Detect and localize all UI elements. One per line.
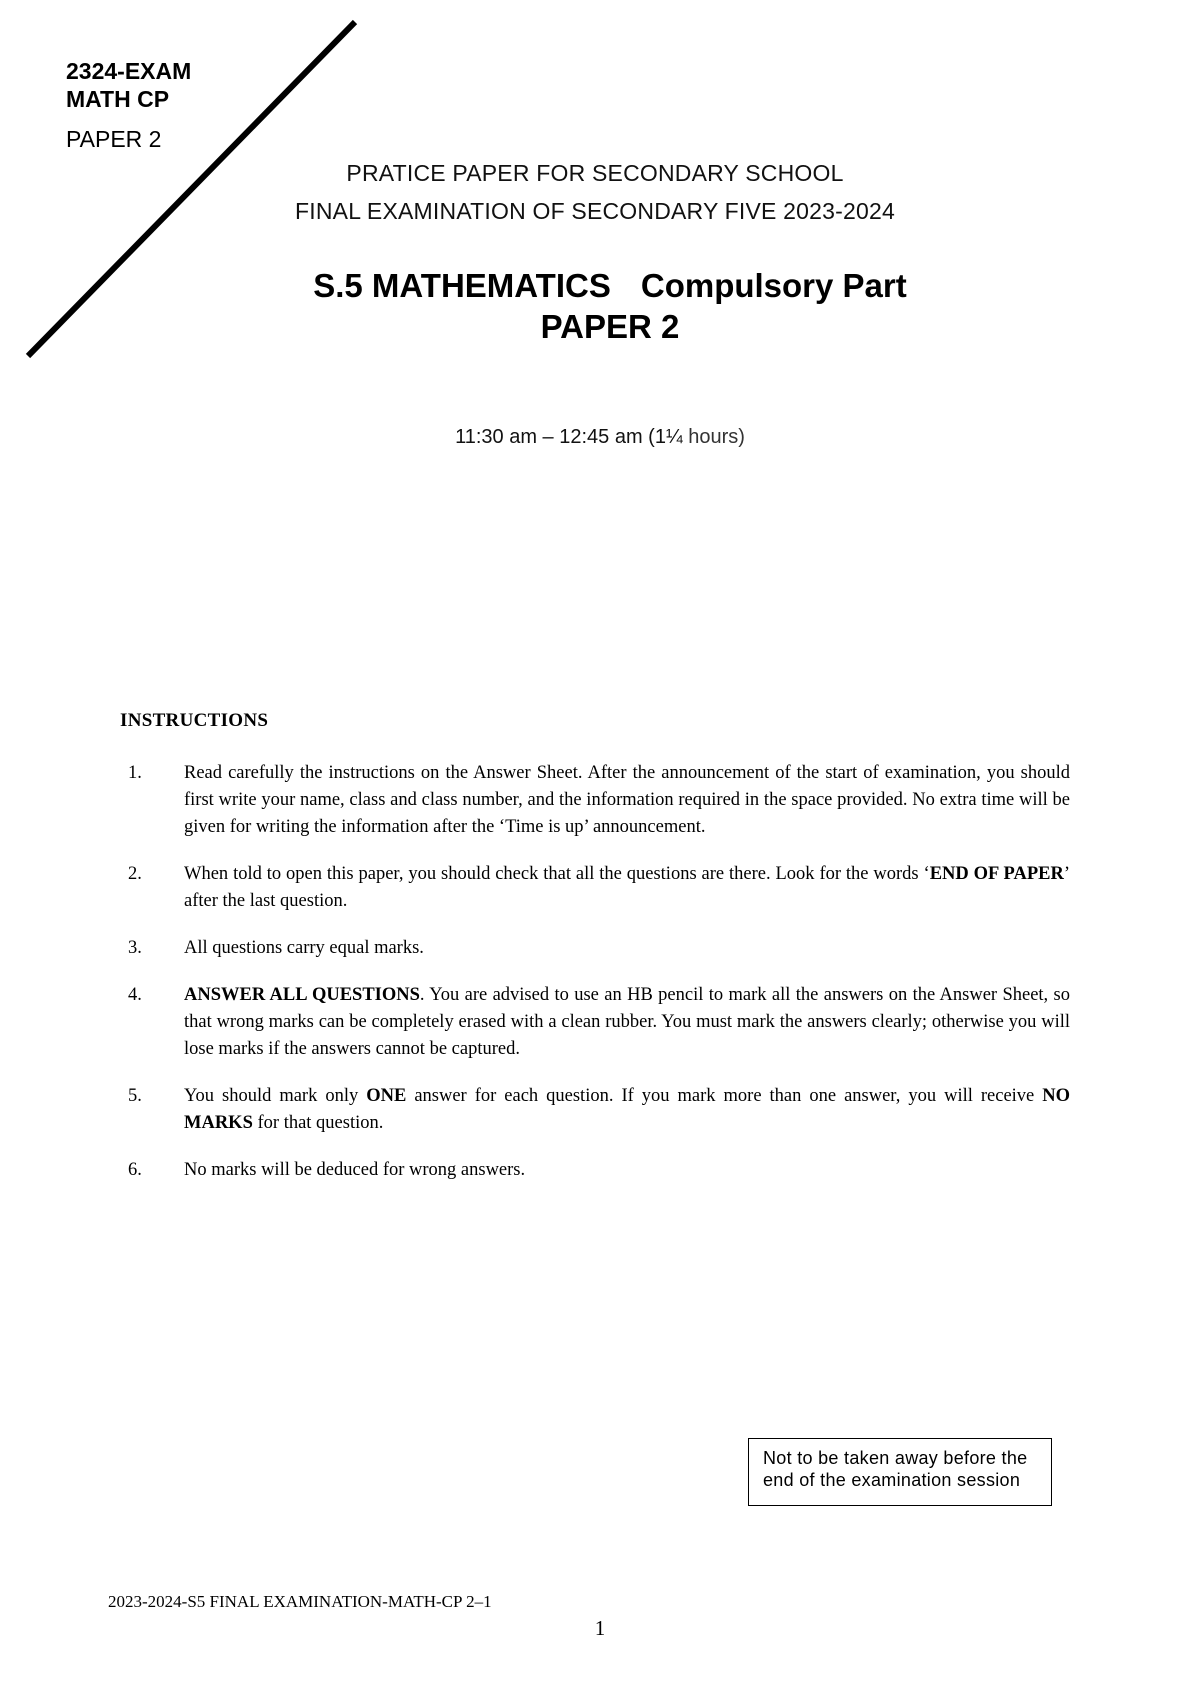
instruction-number: 4. xyxy=(128,985,142,1005)
title-part: Compulsory Part xyxy=(640,267,907,304)
instructions-heading: INSTRUCTIONS xyxy=(120,710,269,731)
instruction-number: 1. xyxy=(128,763,142,783)
instruction-item xyxy=(120,982,1070,1063)
instruction-item xyxy=(120,1083,1070,1137)
instruction-number: 3. xyxy=(128,938,142,958)
instruction-item xyxy=(120,760,1070,841)
instruction-item xyxy=(120,1157,1070,1184)
instruction-number: 5. xyxy=(128,1086,142,1106)
header-line-2: FINAL EXAMINATION OF SECONDARY FIVE 2023-2024 xyxy=(295,198,895,224)
instruction-text-part: for that question. xyxy=(252,1113,384,1133)
corner-label xyxy=(66,57,191,153)
paper-title: PAPER 2 xyxy=(540,308,680,345)
notice-box xyxy=(748,1438,1052,1506)
instruction-text-part: When told to open this paper, you should check that all the questions are there. Look for the words ‘ xyxy=(184,864,930,884)
instruction-emphasis: ANSWER ALL QUESTIONS xyxy=(184,985,420,1005)
instruction-text-part: answer for each question. If you mark more than one answer, you will receive xyxy=(406,1086,1043,1106)
instruction-text-part: . You are advised to use an HB pencil to mark all the answers on the Answer Sheet, so that wrong marks can be completely erased with a clean rubber. You must mark the answers clearly; otherwise you will lose marks if the answers cannot be captured. xyxy=(184,985,1070,1059)
corner-paper: PAPER 2 xyxy=(66,126,162,152)
header-line-1: PRATICE PAPER FOR SECONDARY SCHOOL xyxy=(346,160,844,186)
instruction-emphasis: NO MARKS xyxy=(184,1086,1071,1133)
instruction-text: No marks will be deduced for wrong answers. xyxy=(184,1160,526,1180)
instruction-number: 6. xyxy=(128,1160,142,1180)
instruction-text-part: You should mark only xyxy=(184,1086,367,1106)
page-title xyxy=(10,266,1200,306)
title-subject: S.5 MATHEMATICS xyxy=(313,267,611,304)
exam-code: 2324-EXAM xyxy=(66,58,192,84)
instruction-text-part: ’ after the last question. xyxy=(184,864,1070,911)
instruction-emphasis: ONE xyxy=(366,1086,407,1106)
notice-line-1: Not to be taken away before the xyxy=(763,1448,1028,1468)
subject-code: MATH CP xyxy=(66,86,170,112)
exam-time xyxy=(0,426,1200,449)
instruction-emphasis: END OF PAPER xyxy=(929,864,1064,884)
time-unit: hours) xyxy=(682,426,745,448)
instruction-item xyxy=(120,935,1070,962)
instruction-number: 2. xyxy=(128,864,142,884)
instructions-list xyxy=(120,760,1070,1184)
instruction-text xyxy=(184,861,1070,915)
footer-code: 2023-2024-S5 FINAL EXAMINATION-MATH-CP 2–1 xyxy=(108,1592,492,1611)
instruction-text xyxy=(184,982,1070,1063)
notice-line-2: end of the examination session xyxy=(763,1470,1021,1490)
time-range: 11:30 am – 12:45 am (1¼ xyxy=(455,426,683,448)
page-number: 1 xyxy=(594,1616,606,1640)
instruction-text: All questions carry equal marks. xyxy=(184,938,424,958)
instruction-text xyxy=(184,1083,1070,1137)
instruction-text: Read carefully the instructions on the Answer Sheet. After the announcement of the start of examination, you should first write your name, class and class number, and the information required in the space provided. No extra time will be given for writing the information after the ‘Time is up’ announcement. xyxy=(184,763,1070,837)
instruction-item xyxy=(120,861,1070,915)
